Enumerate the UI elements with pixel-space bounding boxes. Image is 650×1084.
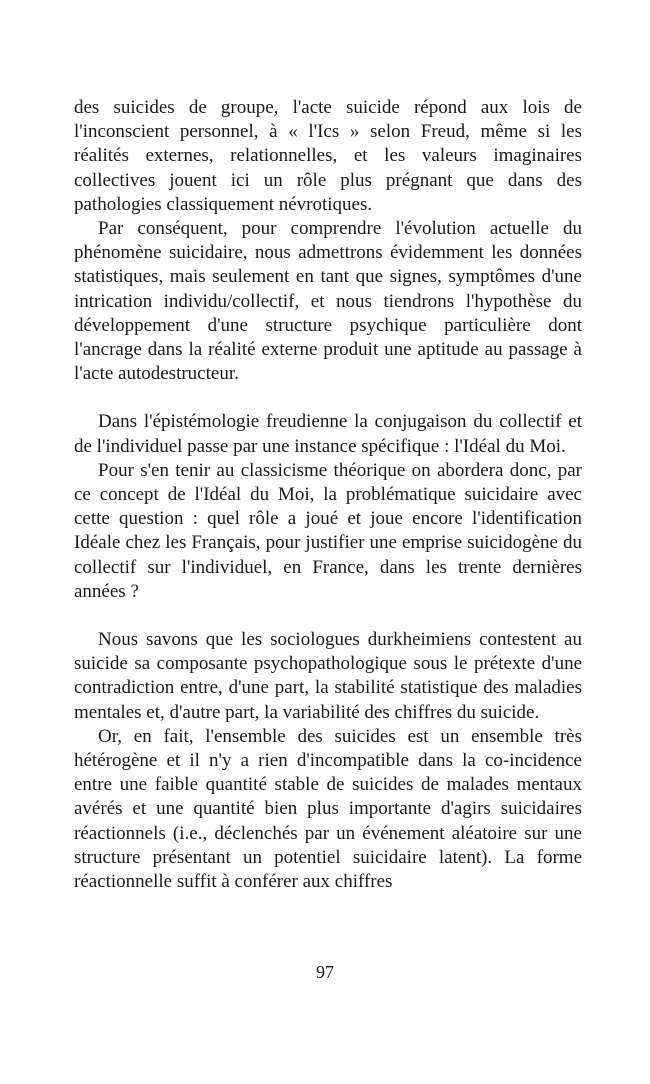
paragraph-heterogeneous: Or, en fait, l'ensemble des suicides est un ensemble très hétérogène et il n'y a rien d'incompatible dans la co-incidence entre une faible quantité stable de suicides de malades mentaux avérés et une quantité bien plus importante d'agirs suicidaires réactionnels (i.e., déclenchés par un événement aléatoire sur une structure présentant un potentiel suicidaire latent). La forme réactionnelle suffit à conférer aux chiffres [74,725,582,893]
page-body [74,96,582,894]
paragraph-consequence: Par conséquent, pour comprendre l'évolution actuelle du phénomène suicidaire, nous admettrons évidemment les données statistiques, mais seulement en tant que signes, symptômes d'une intrication individu/collectif, et nous tiendrons l'hypothèse du développement d'une structure psychique particulière dont l'ancrage dans la réalité externe produit une aptitude au passage à l'acte autodestructeur. [74,218,582,385]
page-number: 97 [316,962,334,982]
paragraph-continuation: des suicides de groupe, l'acte suicide répond aux lois de l'inconscient personnel, à « l'Ics » selon Freud, même si les réalités externes, relationnelles, et les valeurs imaginaires collectives jouent ici un rôle plus prégnant que dans des pathologies classiquement névrotiques. [74,97,582,215]
paragraph-ideal-du-moi: Pour s'en tenir au classicisme théorique on abordera donc, par ce concept de l'Idéal du Moi, la problématique suicidaire avec cette question : quel rôle a joué et joue encore l'identification Idéale chez les Français, pour justifier une emprise suicidogène du collectif sur l'individuel, en France, dans les trente dernières années ? [74,459,582,602]
paragraph-durkheimiens: Nous savons que les sociologues durkheimiens contestent au suicide sa composante psychopathologique sous le prétexte d'une contradiction entre, d'une part, la stabilité statistique des maladies mentales et, d'autre part, la variabilité des chiffres du suicide. [74,629,582,723]
paragraph-epistemology: Dans l'épistémologie freudienne la conjugaison du collectif et de l'individuel passe par une instance spécifique : l'Idéal du Moi. [74,411,582,457]
